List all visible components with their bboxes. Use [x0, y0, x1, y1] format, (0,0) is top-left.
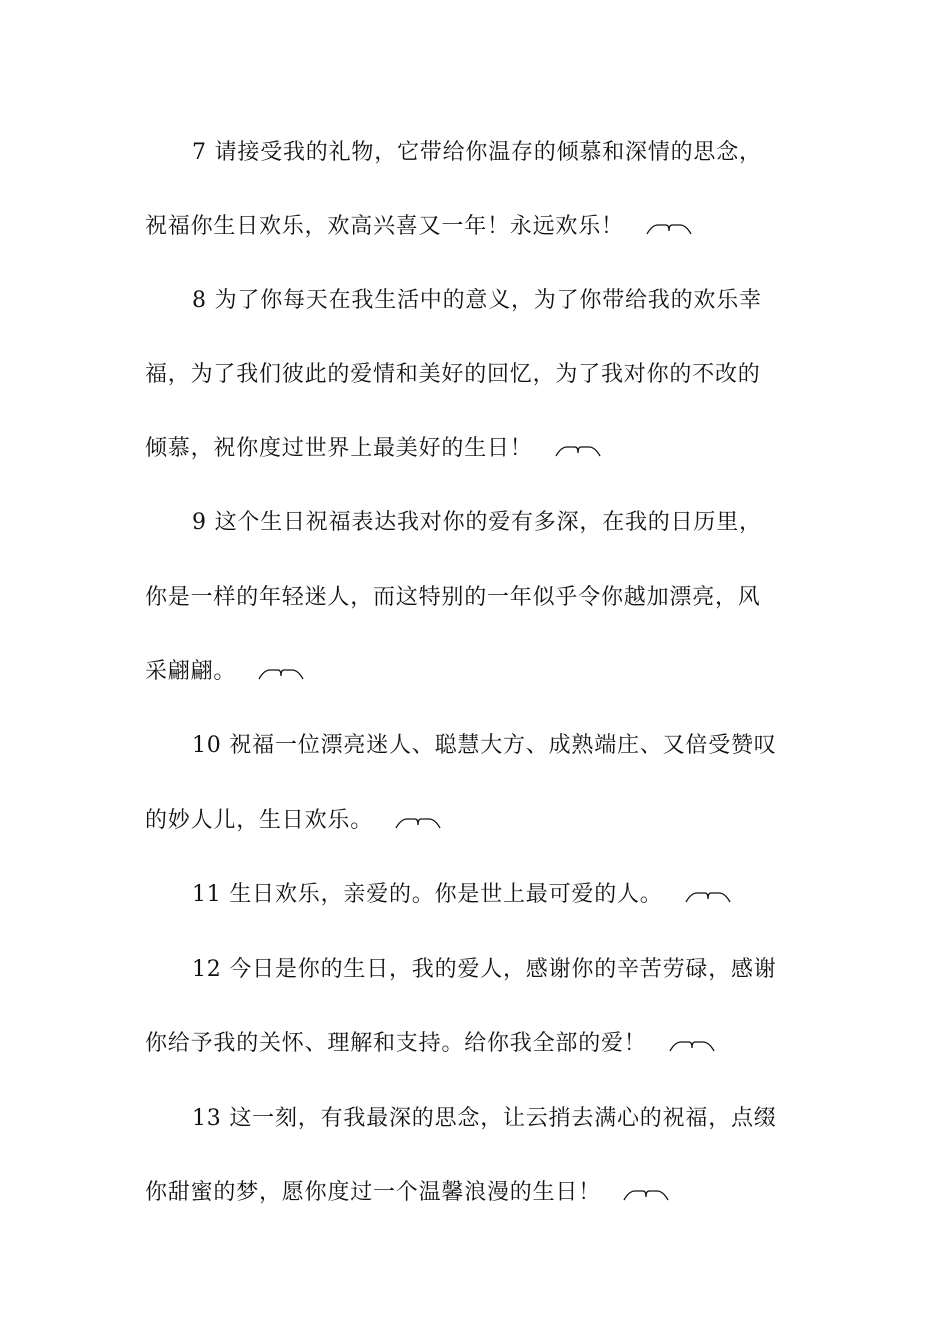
paragraph-13-line-2 [145, 1178, 815, 1208]
paragraph-7-line-2 [145, 212, 815, 242]
end-mark-icon [646, 223, 692, 235]
end-mark-icon [623, 1189, 669, 1201]
paragraph-12-line-2-text: 你给予我的关怀、理解和支持。给你我全部的爱！ [145, 1031, 647, 1056]
paragraph-12-line-1: 12 今日是你的生日，我的爱人，感谢你的辛苦劳碌，感谢 [192, 957, 777, 982]
paragraph-8-line-3-text: 倾慕，祝你度过世界上最美好的生日！ [145, 436, 533, 461]
paragraph-9-line-3 [145, 657, 815, 687]
paragraph-11-line-1 [192, 880, 862, 910]
paragraph-10-line-1: 10 祝福一位漂亮迷人、聪慧大方、成熟端庄、又倍受赞叹 [192, 733, 777, 758]
end-mark-icon [258, 668, 304, 680]
paragraph-10-line-2 [145, 806, 815, 836]
paragraph-10-line-2-text: 的妙人儿，生日欢乐。 [145, 808, 374, 833]
paragraph-9-line-2: 你是一样的年轻迷人，而这特别的一年似乎令你越加漂亮，风 [145, 585, 761, 610]
paragraph-11-line-1-text: 11 生日欢乐，亲爱的。你是世上最可爱的人。 [192, 882, 663, 907]
paragraph-9-line-1: 9 这个生日祝福表达我对你的爱有多深，在我的日历里， [192, 510, 762, 535]
paragraph-8-line-3 [145, 434, 815, 464]
end-mark-icon [669, 1040, 715, 1052]
paragraph-7-line-2-text: 祝福你生日欢乐，欢高兴喜又一年！永远欢乐！ [145, 214, 624, 239]
end-mark-icon [395, 817, 441, 829]
end-mark-icon [555, 445, 601, 457]
paragraph-13-line-2-text: 你甜蜜的梦，愿你度过一个温馨浪漫的生日！ [145, 1180, 602, 1205]
paragraph-8-line-1: 8 为了你每天在我生活中的意义，为了你带给我的欢乐幸 [192, 288, 762, 313]
paragraph-9-line-3-text: 采翩翩。 [145, 659, 237, 684]
paragraph-12-line-2 [145, 1029, 815, 1059]
paragraph-8-line-2: 福，为了我们彼此的爱情和美好的回忆，为了我对你的不改的 [145, 362, 761, 387]
end-mark-icon [685, 891, 731, 903]
paragraph-7-line-1: 7 请接受我的礼物，它带给你温存的倾慕和深情的思念， [192, 140, 762, 165]
paragraph-13-line-1: 13 这一刻，有我最深的思念，让云捎去满心的祝福，点缀 [192, 1106, 777, 1131]
